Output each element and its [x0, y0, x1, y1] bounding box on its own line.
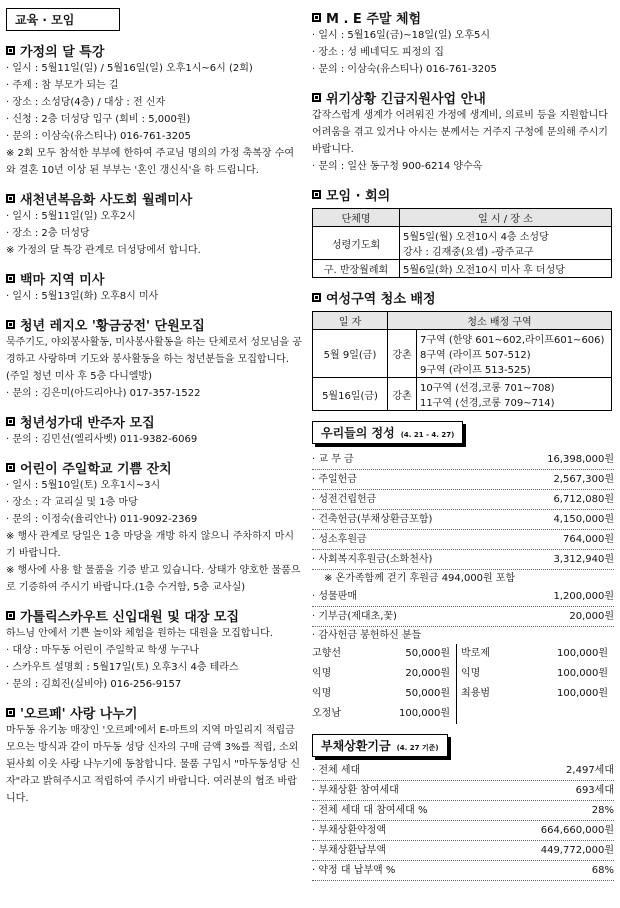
section-youth-legio: 청년 레지오 '황금궁전' 단원모집 묵주기도, 야외봉사활동, 미사봉사활동을 하는 단체로서 성모님을 공경하고 사랑하며 기도와 봉사활동을 하는 청년분들을 모집합니다. (주일 청년 미사 후 5층 다니엘방) · 문의 : 김은미(아드리아나) 017-357-1522 [6, 319, 302, 399]
right-column [312, 0, 614, 881]
square-bullet-icon [312, 13, 321, 22]
square-bullet-icon [312, 93, 321, 102]
section-tag: 교육 · 모임 [6, 8, 120, 31]
list-item: · 약정 대 납부액 % 68% [312, 861, 614, 881]
cleaning-table: 일 자 청소 배정 구역 5월 9일(금) 강촌 7구역 (한양 601~602,라이프601~606) 8구역 (라이프 507-512) 9구역 (라이프 513-525) 5월16일(금) 강촌 10구역 (선경,코롱 701~708) 11구역 (선경,코롱 709~714) [312, 311, 612, 411]
square-bullet-icon [6, 194, 15, 203]
list-item: · 전체 세대 대 참여세대 % 28% [312, 801, 614, 821]
table-row: 5월16일(금) 강촌 10구역 (선경,코롱 701~708) 11구역 (선경,코롱 709~714) [313, 378, 612, 411]
square-bullet-icon [6, 463, 15, 472]
list-item: · 부채상환약정액 664,660,000원 [312, 821, 614, 841]
section-cleaning: 여성구역 청소 배정 일 자 청소 배정 구역 5월 9일(금) 강촌 7구역 (한양 601~602,라이프601~606) 8구역 (라이프 507-512) 9구역 (라이프 513-525) 5월16일(금) 강촌 10구역 (선경,코롱 701~708) 11구역 (선경,코롱 709~714) [312, 288, 614, 411]
square-bullet-icon [6, 274, 15, 283]
section-youth-choir: 청년성가대 반주자 모집 · 문의 : 김민선(엘리사벳) 011-9382-6069 [6, 416, 198, 445]
list-item: · 건축헌금(부채상환금포함) 4,150,000원 [312, 510, 614, 530]
list-item: · 주일헌금 2,567,300원 [312, 470, 614, 490]
list-item: · 기부금(제대초,꽃) 20,000원 [312, 607, 614, 627]
list-item: · 전체 세대 2,497세대 [312, 761, 614, 781]
offering-title: 우리들의 정성 (4. 21 - 4. 27) [312, 421, 463, 444]
section-lecture: 가정의 달 특강 · 일시 : 5월11일(일) / 5월16일(일) 오후1시~6시 (2회) · 주제 : 참 부모가 되는 길 · 장소 : 소성당(4층) / 대상 : 전 신자 · 신청 : 2층 더성당 입구 (회비 : 5,000원) · 문의 : 이삼숙(유스티나) 016-761-3205 ※ 2회 모두 참석한 부부에 한하여 주교님 명의의 가정 축복장 수여와 결혼 10년 이상 된 부부는 '혼인 갱신식'을 하 드립니다. [6, 45, 295, 176]
square-bullet-icon [6, 320, 15, 329]
section-me: M . E 주말 체험 · 일시 : 5월16일(금)~18일(일) 오후5시 · 장소 : 성 베네딕도 피정의 집 · 문의 : 이삼숙(유스티나) 016-761-3205 [312, 12, 497, 75]
list-item: · 부채상환 참여세대 693세대 [312, 781, 614, 801]
debt-list [312, 761, 614, 881]
section-baekma-mass: 백마 지역 미사 · 일시 : 5월13일(화) 오후8시 미사 [6, 273, 159, 302]
list-item: · 성소후원금 764,000원 [312, 530, 614, 550]
list-item: · 사회복지후원금(소화천사) 3,312,940원 [312, 550, 614, 570]
list-item: · 성물판매 1,200,000원 [312, 587, 614, 607]
table-row: 5월 9일(금) 강촌 7구역 (한양 601~602,라이프601~606) 8구역 (라이프 507-512) 9구역 (라이프 513-525) [313, 330, 612, 378]
section-meeting: 모임 · 회의 단체명 일 시 / 장 소 성령기도회 5월5일(월) 오전10시 4층 소성당 강사 : 김재중(요셉) -광주교구 구. 반장월례회 5월6일(화) 오전10시 미사 후 더성당 [312, 185, 614, 278]
section-crisis-support: 위기상황 긴급지원사업 안내 갑작스럽게 생계가 어려워진 가정에 생계비, 의료비 등을 지원합니다 어려움을 겪고 있거나 아시는 분께서는 거주지 구청에 문의해 주시기 바랍니다. · 문의 : 일산 동구청 900-6214 양수옥 [312, 92, 608, 172]
section-scout: 가톨릭스카우트 신입대원 및 대장 모집 하느님 안에서 기쁜 놀이와 체험을 원하는 대원을 모집합니다. · 대상 : 마두동 어린이 주일학교 학생 누구나 · 스카우트 설명회 : 5월17일(토) 오후3시 4층 테라스 · 문의 : 김희진(실비아) 016-256-9157 [6, 610, 273, 690]
debt-title: 부채상환기금 (4. 27 기준) [312, 734, 448, 757]
list-item: · 부채상환납부액 449,772,000원 [312, 841, 614, 861]
square-bullet-icon [6, 46, 15, 55]
section-apostolate-mass: 새천년복음화 사도회 월례미사 · 일시 : 5월11일(일) 오후2시 · 장소 : 2층 더성당 ※ 가정의 달 특강 관계로 더성당에서 합니다. [6, 193, 201, 256]
list-item: · 성전건립헌금 6,712,080원 [312, 490, 614, 510]
list-item: · 교 무 금 16,398,000원 [312, 450, 614, 470]
table-row: 성령기도회 5월5일(월) 오전10시 4층 소성당 강사 : 김재중(요셉) -광주교구 [313, 227, 612, 260]
square-bullet-icon [6, 611, 15, 620]
square-bullet-icon [312, 190, 321, 199]
square-bullet-icon [6, 708, 15, 717]
section-orfe: '오르페' 사랑 나누기 마두동 유기농 매장인 '오르페'에서 E-마트의 지역 마일리지 적립금 모으는 방식과 같이 마두동 성당 신자의 구매 금액 3%를 적립, 소외된사회 이웃 사랑 나누기에 동참합니다. 물품 구입시 "마두동성당 신자"라고 밝혀주시고 적립하여 주시기 바랍니다. 여러분의 협조 바랍니다. [6, 707, 301, 804]
section-children-festival: 어린이 주일학교 기쁨 잔치 · 일시 : 5월10일(토) 오후1시~3시 · 장소 : 각 교리실 및 1층 마당 · 문의 : 이정숙(율리안나) 011-9092-2369 ※ 행사 관계로 당일은 1층 마당을 개방 하지 않으니 주차하지 마시기 바랍니다. ※ 행사에 사용 할 물품을 기증 받고 있습니다. 상태가 양호한 물품으로 기증하여 주시기 바랍니다.(1층 수거함, 5층 교사실) [6, 462, 301, 593]
square-bullet-icon [312, 293, 321, 302]
donor-grid: 고향선 50,000원 박로제 100,000원 익명 20,000원 익명 100,000원 익명 50,000원 최용범 100,000원 오정남 100,000원 [312, 644, 614, 724]
square-bullet-icon [6, 417, 15, 426]
offering-list: · 교 무 금 16,398,000원 · 주일헌금 2,567,300원 · 성전건립헌금 6,712,080원 · 건축헌금(부채상환금포함) 4,150,000원 · 성소후원금 764,000원 · 사회복지후원금(소화천사) 3,312,940원 ※ 온가족함께 걷기 후원금 494,000원 포함 · 성물판매 1,200,000원 · 기부금(제대초,꽃) 20,000원 · 감사헌금 봉헌하신 분들 고향선 50,000원 박로제 100,000원 익명 20,000원 익명 100,000원 익명 50,000원 최용범 100,000원 오정남 100,000원 [312, 450, 614, 724]
meeting-table: 단체명 일 시 / 장 소 성령기도회 5월5일(월) 오전10시 4층 소성당 강사 : 김재중(요셉) -광주교구 구. 반장월례회 5월6일(화) 오전10시 미사 후 더성당 [312, 208, 612, 278]
table-row: 구. 반장월례회 5월6일(화) 오전10시 미사 후 더성당 [313, 260, 612, 278]
left-column [6, 0, 302, 807]
